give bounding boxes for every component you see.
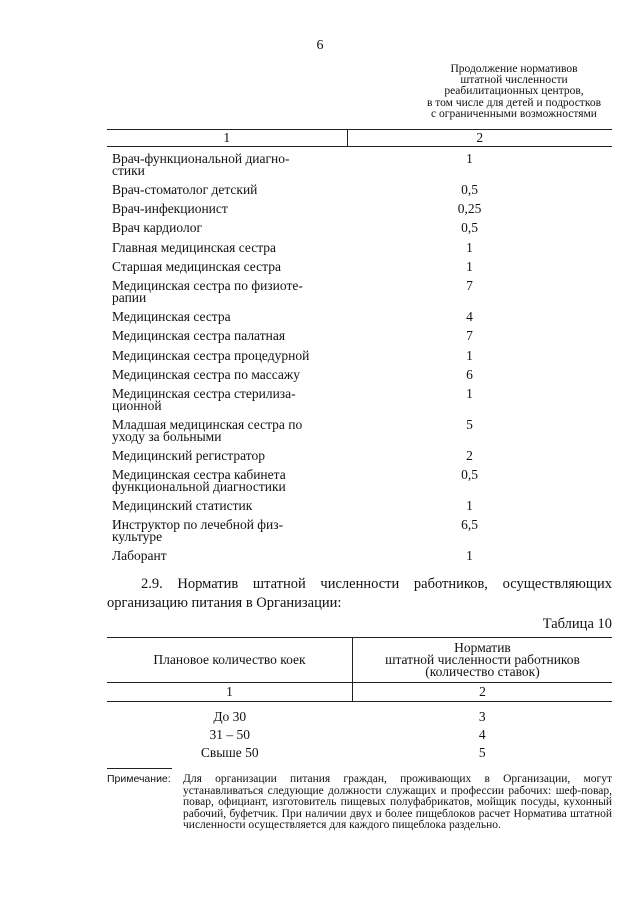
position-name-line: культуре <box>112 528 163 544</box>
column-number-1: 1 <box>107 683 353 702</box>
staff-rate-cell: 6 <box>466 366 473 382</box>
footnote <box>107 774 612 832</box>
norm-cell: 3 <box>478 709 486 724</box>
table-row <box>107 744 612 762</box>
continuation-line: реабилитационных центров, <box>444 85 584 98</box>
position-name-line: Врач-стоматолог детский <box>112 181 258 197</box>
continuation-line: в том числе для детей и подростков <box>426 96 602 109</box>
table-caption: Таблица 10 <box>542 616 612 632</box>
position-name-line: Лаборант <box>112 548 167 564</box>
beds-cell: Свыше 50 <box>200 745 259 760</box>
table-row <box>107 519 612 550</box>
table-row <box>107 153 612 184</box>
position-name-line: стики <box>112 162 145 178</box>
norm-column-header <box>353 638 613 683</box>
position-name-line: Медицинская сестра стерилиза- <box>112 386 296 402</box>
catering-staff-table <box>107 637 612 762</box>
beds-cell: 31 – 50 <box>209 727 250 742</box>
table-row <box>107 330 612 349</box>
table-row <box>107 419 612 450</box>
staff-rate-cell: 0,5 <box>461 181 478 197</box>
beds-column-header: Плановое количество коек <box>107 638 353 683</box>
position-name-line: Медицинская сестра кабинета <box>112 467 286 483</box>
norm-cell: 5 <box>478 745 486 760</box>
page-number: 6 <box>316 38 324 53</box>
position-name-line: Медицинская сестра палатная <box>112 328 286 344</box>
footnote-label: Примечание: <box>107 773 171 785</box>
staff-rate-cell: 0,5 <box>461 220 478 236</box>
table-row <box>107 550 612 569</box>
norm-cell: 4 <box>478 727 486 742</box>
position-name-line: ционной <box>112 397 162 413</box>
position-name-cell <box>107 388 347 419</box>
position-name-line: уходу за больными <box>112 428 222 444</box>
staff-rate-cell: 1 <box>466 548 473 564</box>
norm-header-line: штатной численности работников <box>385 652 580 667</box>
staff-rate-cell: 2 <box>466 447 473 463</box>
staff-norms-table <box>107 129 612 569</box>
position-name-cell <box>107 469 347 500</box>
column-number-2: 2 <box>353 683 613 702</box>
table-row <box>107 280 612 311</box>
table-row <box>107 726 612 744</box>
table-row <box>107 222 612 241</box>
position-name-line: Врач-функциональной диагно- <box>112 151 290 166</box>
table-header-row <box>107 130 612 147</box>
position-name-line: Медицинская сестра <box>112 309 231 325</box>
position-name-cell <box>107 419 347 450</box>
staff-rate-cell: 1 <box>466 497 473 513</box>
position-name-line: Медицинская сестра по массажу <box>112 366 300 382</box>
staff-rate-cell: 1 <box>466 151 473 166</box>
continuation-line: с ограниченными возможностями <box>431 107 597 120</box>
continuation-line: штатной численности <box>460 74 568 87</box>
staff-rate-cell: 1 <box>466 239 473 255</box>
table-header-row <box>107 638 612 683</box>
position-name-line: Старшая медицинская сестра <box>112 258 281 274</box>
position-name-line: Главная медицинская сестра <box>112 239 277 255</box>
position-name-line: рапии <box>112 289 147 305</box>
position-name-cell <box>107 153 347 184</box>
table-row <box>107 469 612 500</box>
position-name-cell <box>107 519 347 550</box>
position-name-cell <box>107 280 347 311</box>
column-number-row <box>107 683 612 702</box>
beds-cell: До 30 <box>213 709 247 724</box>
position-name-line: Медицинский статистик <box>112 497 253 513</box>
column-header-2: 2 <box>347 130 612 147</box>
staff-rate-cell: 1 <box>466 258 473 274</box>
staff-rate-cell: 4 <box>466 309 473 325</box>
staff-rate-cell: 0,5 <box>461 467 478 483</box>
position-name-line: Младшая медицинская сестра по <box>112 417 303 433</box>
table-row <box>107 708 612 726</box>
continuation-header <box>404 64 624 120</box>
staff-rate-cell: 7 <box>466 328 473 344</box>
staff-rate-cell: 7 <box>466 278 473 294</box>
norm-header-line: (количество ставок) <box>425 664 540 679</box>
staff-rate-cell: 0,25 <box>457 201 482 217</box>
footnote-divider <box>107 768 172 769</box>
position-name-line: Медицинская сестра процедурной <box>112 347 310 363</box>
position-name-line: Врач-инфекционист <box>112 201 228 217</box>
norm-header-line: Норматив <box>454 640 511 655</box>
position-name-line: Врач кардиолог <box>112 220 202 236</box>
position-name-line: Медицинский регистратор <box>112 447 265 463</box>
position-name-cell <box>107 550 347 569</box>
position-name-cell <box>107 330 347 349</box>
staff-rate-cell: 1 <box>466 347 473 363</box>
position-name-cell <box>107 222 347 241</box>
position-name-line: Медицинская сестра по физиоте- <box>112 278 303 294</box>
staff-rate-cell: 6,5 <box>461 517 478 533</box>
continuation-line: Продолжение нормативов <box>450 63 578 75</box>
table-row <box>107 388 612 419</box>
staff-rate-cell: 1 <box>466 386 473 402</box>
column-header-1: 1 <box>107 130 347 147</box>
footnote-text: Для организации питания граждан, проживающих в Организации, могут устанавливаться следующие должности служащих и профессии рабочих: шеф-повар, повар, официант, изготовитель пищевых полуфабрикатов, мойщик посуды, кухонный рабочий, буфетчик. При наличии двух и более пищеблоков расчет Норматива штатной численности осуществляется для каждого пищеблока раздельно. <box>183 773 612 832</box>
position-name-line: функциональной диагностики <box>112 478 286 494</box>
section-2-9-text: 2.9. Норматив штатной численности работников, осуществляющих организацию питания в Организации: <box>107 576 612 611</box>
position-name-line: Инструктор по лечебной физ- <box>112 517 284 533</box>
staff-rate-cell: 5 <box>466 417 473 433</box>
